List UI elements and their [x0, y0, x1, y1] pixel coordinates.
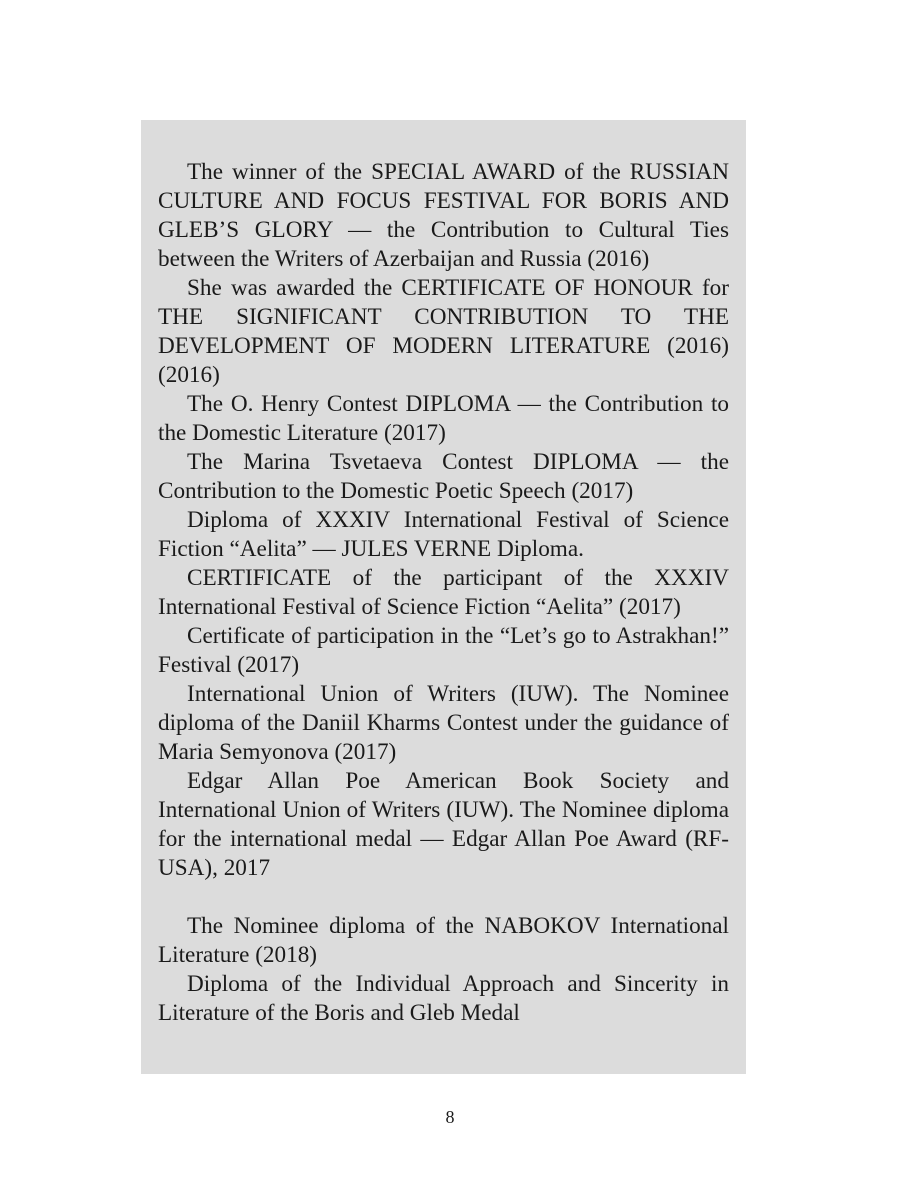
awards-panel [141, 120, 746, 1074]
award-paragraph: CERTIFICATE of the participant of the XXXIV International Festival of Science Fiction “Aelita” (2017) [158, 565, 729, 620]
award-paragraph: Edgar Allan Poe American Book Society and International Union of Writers (IUW). The Nominee diploma for the international medal — Edgar Allan Poe Award (RF-USA), 2017 [158, 768, 729, 881]
award-paragraph: The Nominee diploma of the NABOKOV International Literature (2018) [158, 913, 729, 968]
award-paragraph: Certificate of participation in the “Let’s go to Astrakhan!” Festival (2017) [158, 623, 729, 678]
page-number: 8 [445, 1107, 455, 1127]
award-paragraph: The O. Henry Contest DIPLOMA — the Contribution to the Domestic Literature (2017) [158, 391, 729, 446]
award-paragraph: Diploma of XXXIV International Festival of Science Fiction “Aelita” — JULES VERNE Diploma. [158, 507, 729, 562]
award-paragraph: She was awarded the CERTIFICATE OF HONOUR for THE SIGNIFICANT CONTRIBUTION TO THE DEVELOPMENT OF MODERN LITERATURE (2016) (2016) [158, 275, 729, 388]
award-paragraph: International Union of Writers (IUW). The Nominee diploma of the Daniil Kharms Contest under the guidance of Maria Semyonova (2017) [158, 681, 729, 765]
award-paragraph: Diploma of the Individual Approach and Sincerity in Literature of the Boris and Gleb Medal [158, 971, 729, 1026]
award-paragraph: The winner of the SPECIAL AWARD of the RUSSIAN CULTURE AND FOCUS FESTIVAL FOR BORIS AND GLEB’S GLORY — the Contribution to Cultural Ties between the Writers of Azerbaijan and Russia (2016) [158, 159, 729, 272]
award-paragraph: The Marina Tsvetaeva Contest DIPLOMA — the Contribution to the Domestic Poetic Speech (2017) [158, 449, 729, 504]
